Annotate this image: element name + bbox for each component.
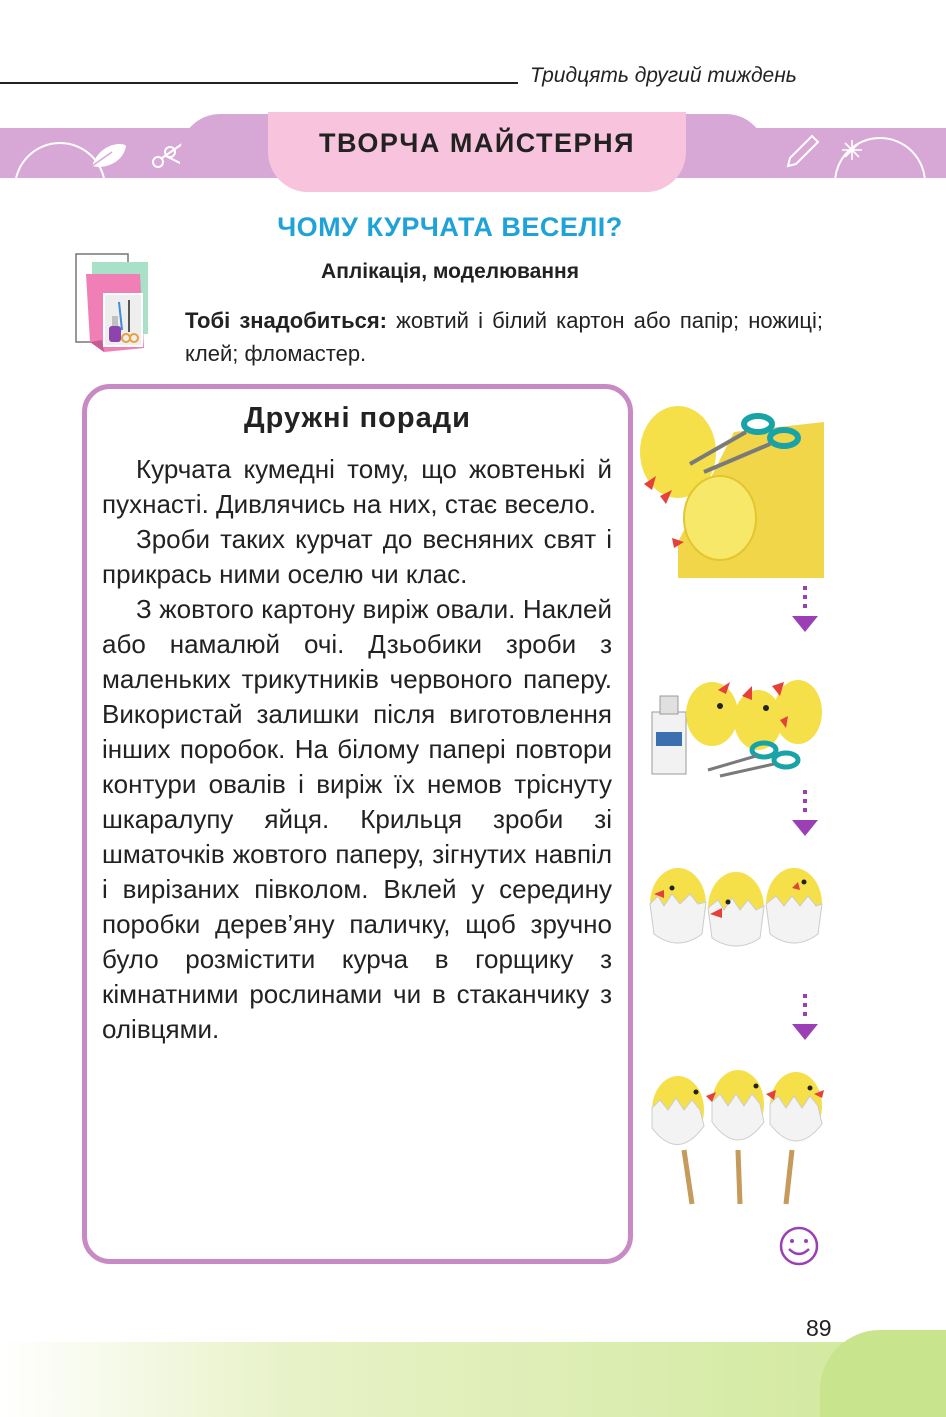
banner-title: ТВОРЧА МАЙСТЕРНЯ bbox=[319, 128, 635, 158]
pencil-icon bbox=[788, 136, 818, 166]
page-number: 89 bbox=[806, 1315, 832, 1341]
header-rule bbox=[0, 82, 518, 84]
footer-band bbox=[0, 1342, 946, 1417]
tips-paragraph: З жовтого картону виріж овали. Наклей або намалюй очі. Дзьобики зроби з маленьких трикутників червоного паперу. Використай залишки після виготовлення інших поробок. На білому папері повтори контури овалів і виріж їх немов тріснуту шкаралупу яйця. Крильця зроби зі шматочків жовтого паперу, зігнутих навпіл і вирізаних півколом. Вклей у середину поробки дерев’яну паличку, щоб зручно було розмістити курча в горщику з кімнатними рослинами чи в стаканчику з олівцями. bbox=[102, 594, 612, 1044]
arrow-dots bbox=[803, 586, 807, 612]
arrow-down-icon bbox=[792, 1024, 818, 1040]
lesson-title: ЧОМУ КУРЧАТА ВЕСЕЛІ? bbox=[277, 212, 623, 242]
tips-paragraph: Зроби таких курчат до весняних свят і прикрась ними оселю чи клас. bbox=[102, 524, 612, 589]
step-arrow-3 bbox=[792, 994, 818, 1040]
step-arrow-2 bbox=[792, 790, 818, 836]
materials-text bbox=[185, 304, 823, 370]
tips-text bbox=[102, 452, 612, 1047]
arrow-dots bbox=[803, 790, 807, 816]
craft-supplies-icon bbox=[74, 252, 158, 358]
step-1-cutting-image bbox=[638, 392, 824, 578]
lesson-subtitle: Аплікація, моделювання bbox=[321, 260, 579, 283]
step-arrow-1 bbox=[792, 586, 818, 632]
materials-lead: Тобі знадобиться: bbox=[185, 308, 388, 333]
smiley-icon bbox=[778, 1225, 820, 1267]
tips-heading: Дружні поради bbox=[244, 402, 471, 434]
snowflake-icon bbox=[842, 140, 862, 160]
week-label: Тридцять другий тиждень bbox=[530, 64, 797, 87]
step-3-shells-image bbox=[644, 860, 824, 950]
leaf-icon bbox=[92, 144, 126, 167]
arrow-down-icon bbox=[792, 820, 818, 836]
materials-list: жовтий і білий картон або папір; ножиці; клей; фломастер. bbox=[185, 308, 824, 366]
arrow-dots bbox=[803, 994, 807, 1020]
step-4-finished-chicks-image bbox=[646, 1066, 824, 1206]
tips-paragraph: Курчата кумедні тому, що жовтенькі й пухнасті. Дивлячись на них, стає весело. bbox=[102, 454, 612, 519]
step-2-gluing-image bbox=[648, 672, 824, 780]
arrow-down-icon bbox=[792, 616, 818, 632]
